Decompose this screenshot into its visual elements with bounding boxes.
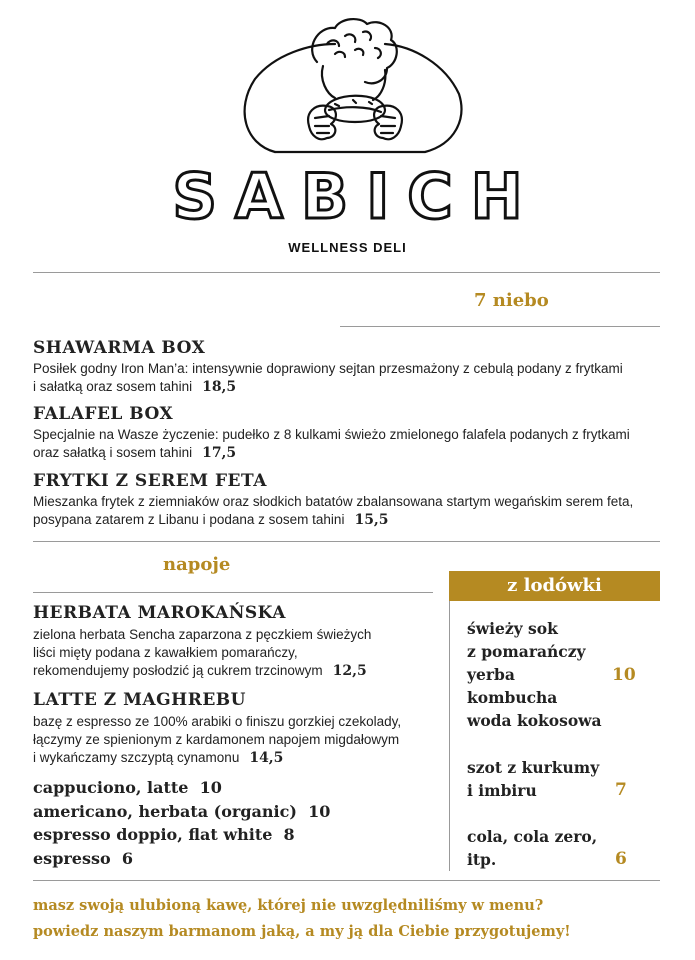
list-item: itp.	[467, 850, 497, 869]
menu-item	[33, 338, 673, 396]
drink-item	[33, 603, 443, 680]
item-description: Mieszanka frytek z ziemniaków oraz słodkich batatów zbalansowana startym wegańskim serem feta,	[33, 494, 634, 509]
item-price: 18,5	[202, 379, 237, 395]
list-item: szot z kurkumy	[467, 758, 600, 777]
list-item: espresso 6	[33, 848, 133, 868]
fridge-header	[449, 571, 660, 601]
list-item: i imbiru	[467, 781, 537, 800]
fridge-title: z lodówki	[507, 575, 602, 596]
footer-line: masz swoją ulubioną kawę, której nie uwzględniliśmy w menu?	[33, 897, 544, 914]
divider	[33, 272, 660, 273]
list-item: cappuciono, latte 10	[33, 778, 222, 797]
list-item: kombucha	[467, 688, 558, 707]
item-title: FALAFEL BOX	[33, 404, 174, 424]
divider	[33, 592, 433, 593]
item-description: Specjalnie na Wasze życzenie: pudełko z 8 kulkami świeżo zmielonego falafela podanych z frytkami	[33, 427, 630, 442]
section-title-main: 7 niebo	[474, 290, 549, 311]
item-title: LATTE Z MAGHREBU	[33, 690, 246, 710]
item-description: łączymy ze spienionym z kardamonem napojem migdałowym	[33, 732, 400, 747]
item-description: i wykańczamy szczyptą cynamonu 14,5	[33, 750, 284, 766]
list-item: świeży sok	[467, 619, 558, 638]
item-price: 15,5	[354, 512, 389, 528]
item-description: zielona herbata Sencha zaparzona z pęczkiem świeżych	[33, 627, 372, 642]
item-title: SHAWARMA BOX	[33, 338, 206, 358]
list-item: z pomarańczy	[467, 642, 586, 661]
divider	[33, 541, 660, 542]
item-description: posypana zatarem z Libanu i podana z sosem tahini 15,5	[33, 512, 389, 528]
list-item: americano, herbata (organic) 10	[33, 801, 331, 821]
item-description: rekomendujemy posłodzić ją cukrem trzcinowym 12,5	[33, 663, 367, 679]
list-item: woda kokosowa	[467, 711, 602, 730]
menu-item	[33, 471, 683, 529]
fridge-price: 10	[612, 665, 636, 685]
fridge-price: 7	[615, 780, 627, 800]
section-title-drinks: napoje	[163, 554, 231, 575]
item-title: FRYTKI Z SEREM FETA	[33, 471, 267, 491]
item-description: oraz sałatką i sosem tahini 17,5	[33, 445, 237, 461]
brand-name: SABICH	[172, 160, 541, 233]
menu-item	[33, 404, 683, 462]
item-description: Posiłek godny Iron Man’a: intensywnie doprawiony sejtan przesmażony z cebulą podany z frytkami	[33, 361, 623, 376]
item-description: bazę z espresso ze 100% arabiki o finiszu gorzkiej czekolady,	[33, 714, 402, 729]
list-item: espresso doppio, flat white 8	[33, 825, 295, 844]
brand-tagline: WELLNESS DELI	[288, 240, 407, 255]
item-description: i sałatką oraz sosem tahini 18,5	[33, 379, 237, 395]
coffee-list	[33, 776, 330, 870]
item-title: HERBATA MAROKAŃSKA	[33, 603, 286, 623]
item-price: 12,5	[332, 663, 367, 679]
item-description: liści mięty podana z kawałkiem pomarańczy,	[33, 645, 298, 660]
person-eating-sandwich-icon	[235, 14, 465, 154]
footer-note	[33, 893, 571, 945]
footer-line: powiedz naszym barmanom jaką, a my ją dla Ciebie przygotujemy!	[33, 923, 571, 940]
item-price: 14,5	[249, 750, 284, 766]
list-item: cola, cola zero,	[467, 827, 598, 846]
fridge-price: 6	[615, 849, 627, 869]
divider	[449, 601, 450, 871]
divider	[340, 326, 660, 327]
drink-item	[33, 690, 453, 767]
item-price: 17,5	[202, 445, 237, 461]
divider	[33, 880, 660, 881]
list-item: yerba	[467, 665, 515, 684]
